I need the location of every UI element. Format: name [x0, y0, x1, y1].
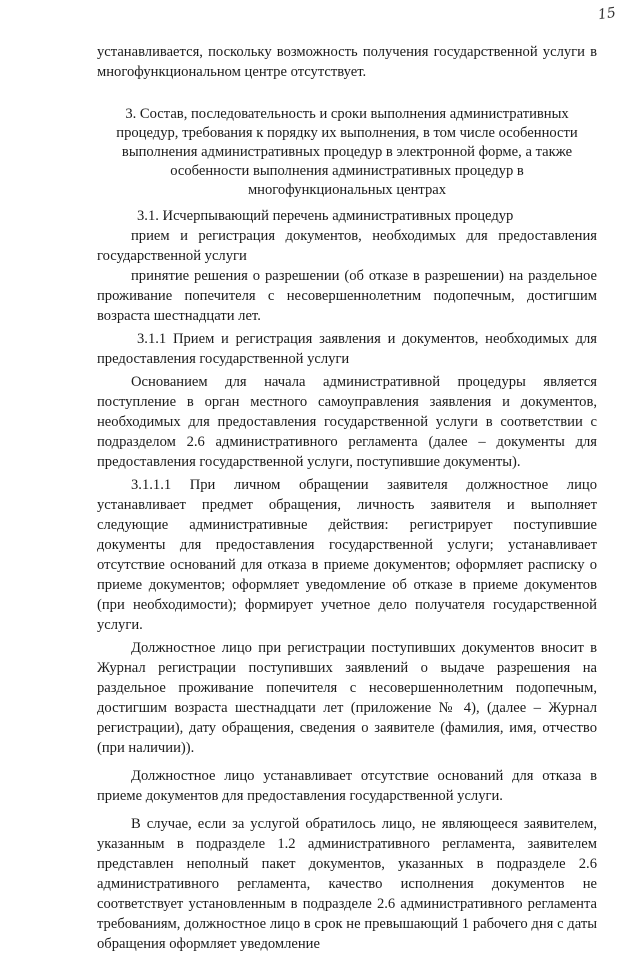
document-body: [97, 42, 597, 954]
list-item: прием и регистрация документов, необходимых для предоставления государственной услуги: [97, 228, 597, 264]
paragraph: 3.1.1.1 При личном обращении заявителя должностное лицо устанавливает предмет обращения, личность заявителя и выполняет следующие административные действия: регистрирует поступившие документы для предоставления государственной услуги; устанавливает отсутствие оснований для отказа в приеме документов; оформляет расписку о приеме документов; оформляет уведомление об отказе в приеме документов (при необходимости); формирует учетное дело получателя государственной услуги.: [97, 477, 597, 633]
paragraph: Должностное лицо при регистрации поступивших документов вносит в Журнал регистрации поступивших заявлений о выдаче разрешения на раздельное проживание попечителя с несовершеннолетним подопечным, достигшим возраста шестнадцати лет (приложение № 4), (далее – Журнал регистрации), дату обращения, сведения о заявителе (фамилия, имя, отчество (при наличии)).: [97, 640, 597, 756]
paragraph-continuation: устанавливается, поскольку возможность получения государственной услуги в многофункциональном центре отсутствует.: [97, 44, 597, 80]
paragraph: В случае, если за услугой обратилось лицо, не являющееся заявителем, указанным в подразделе 1.2 административного регламента, заявителем представлен неполный пакет документов, указанных в подразделе 2.6 административного регламента, качество исполнения документов не соответствует установленным в подразделе 2.6 административного регламента требованиям, должностное лицо в срок не превышающий 1 рабочего дня с даты обращения оформляет уведомление: [97, 816, 597, 952]
subsection-heading: 3.1. Исчерпывающий перечень административных процедур: [137, 208, 514, 224]
paragraph: Должностное лицо устанавливает отсутствие оснований для отказа в приеме документов для предоставления государственной услуги.: [97, 768, 597, 804]
page-number: 15: [596, 4, 617, 24]
paragraph: Основанием для начала административной процедуры является поступление в орган местного самоуправления заявления и документов, необходимых для предоставления государственной услуги в соответствии с подразделом 2.6 административного регламента (далее – документы для предоставления государственной услуги, поступившие документы).: [97, 374, 597, 470]
subsection-heading: 3.1.1 Прием и регистрация заявления и документов, необходимых для предоставления государственной услуги: [97, 331, 597, 367]
section-heading: 3. Состав, последовательность и сроки выполнения административных процедур, требования к порядку их выполнения, в том числе особенности выполнения административных процедур в электронной форме, а также особенности выполнения административных процедур в многофункциональных центрах: [116, 106, 578, 198]
list-item: принятие решения о разрешении (об отказе в разрешении) на раздельное проживание попечителя с несовершеннолетним подопечным, достигшим возраста шестнадцати лет.: [97, 268, 597, 324]
